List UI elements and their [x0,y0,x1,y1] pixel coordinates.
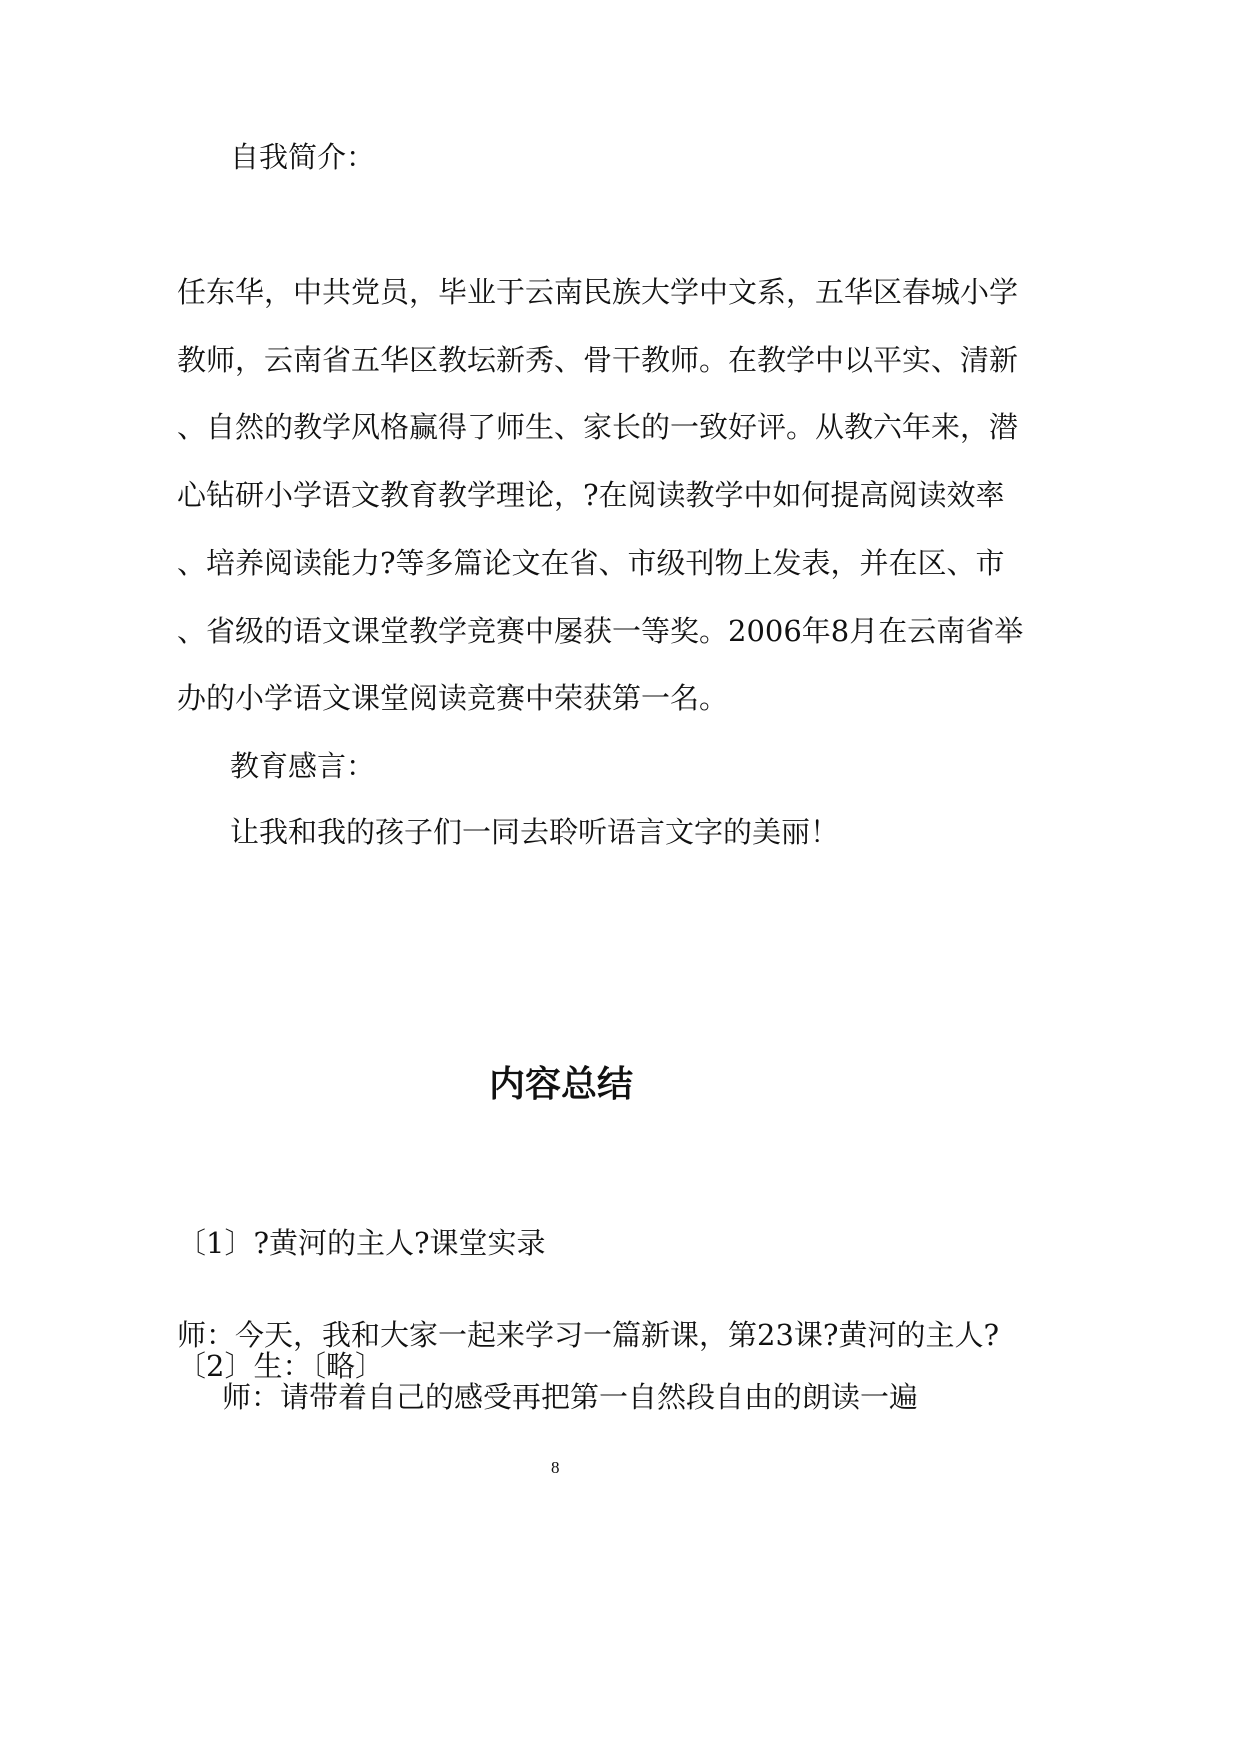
motto-text: 让我和我的孩子们一同去聆听语言文字的美丽！ [230,815,840,849]
intro-line: 、自然的教学风格赢得了师生、家长的一致好评。从教六年来，潜 [177,410,1019,444]
page-number: 8 [551,1458,560,1477]
intro-line: 教师，云南省五华区教坛新秀、骨干教师。在教学中以平实、清新 [177,343,1019,377]
intro-heading: 自我简介： [230,140,376,174]
summary-item-2: 〔2〕生：〔略〕 [177,1349,384,1383]
intro-line: 任东华，中共党员，毕业于云南民族大学中文系，五华区春城小学 [177,275,1019,309]
intro-line: 、省级的语文课堂教学竞赛中屡获一等奖。2006年8月在云南省举 [177,614,1024,648]
motto-heading: 教育感言： [230,749,376,783]
summary-teacher-line-1: 师：今天，我和大家一起来学习一篇新课，第23课?黄河的主人? [177,1318,999,1352]
summary-title: 内容总结 [489,1064,634,1105]
intro-line: 心钻研小学语文教育教学理论，?在阅读教学中如何提高阅读效率 [177,478,1005,512]
summary-item-1: 〔1〕?黄河的主人?课堂实录 [177,1226,546,1260]
intro-line: 、培养阅读能力?等多篇论文在省、市级刊物上发表，并在区、市 [177,546,1005,580]
summary-teacher-line-2: 师：请带着自己的感受再把第一自然段自由的朗读一遍 [222,1380,919,1414]
intro-line: 办的小学语文课堂阅读竞赛中荣获第一名。 [177,681,729,715]
